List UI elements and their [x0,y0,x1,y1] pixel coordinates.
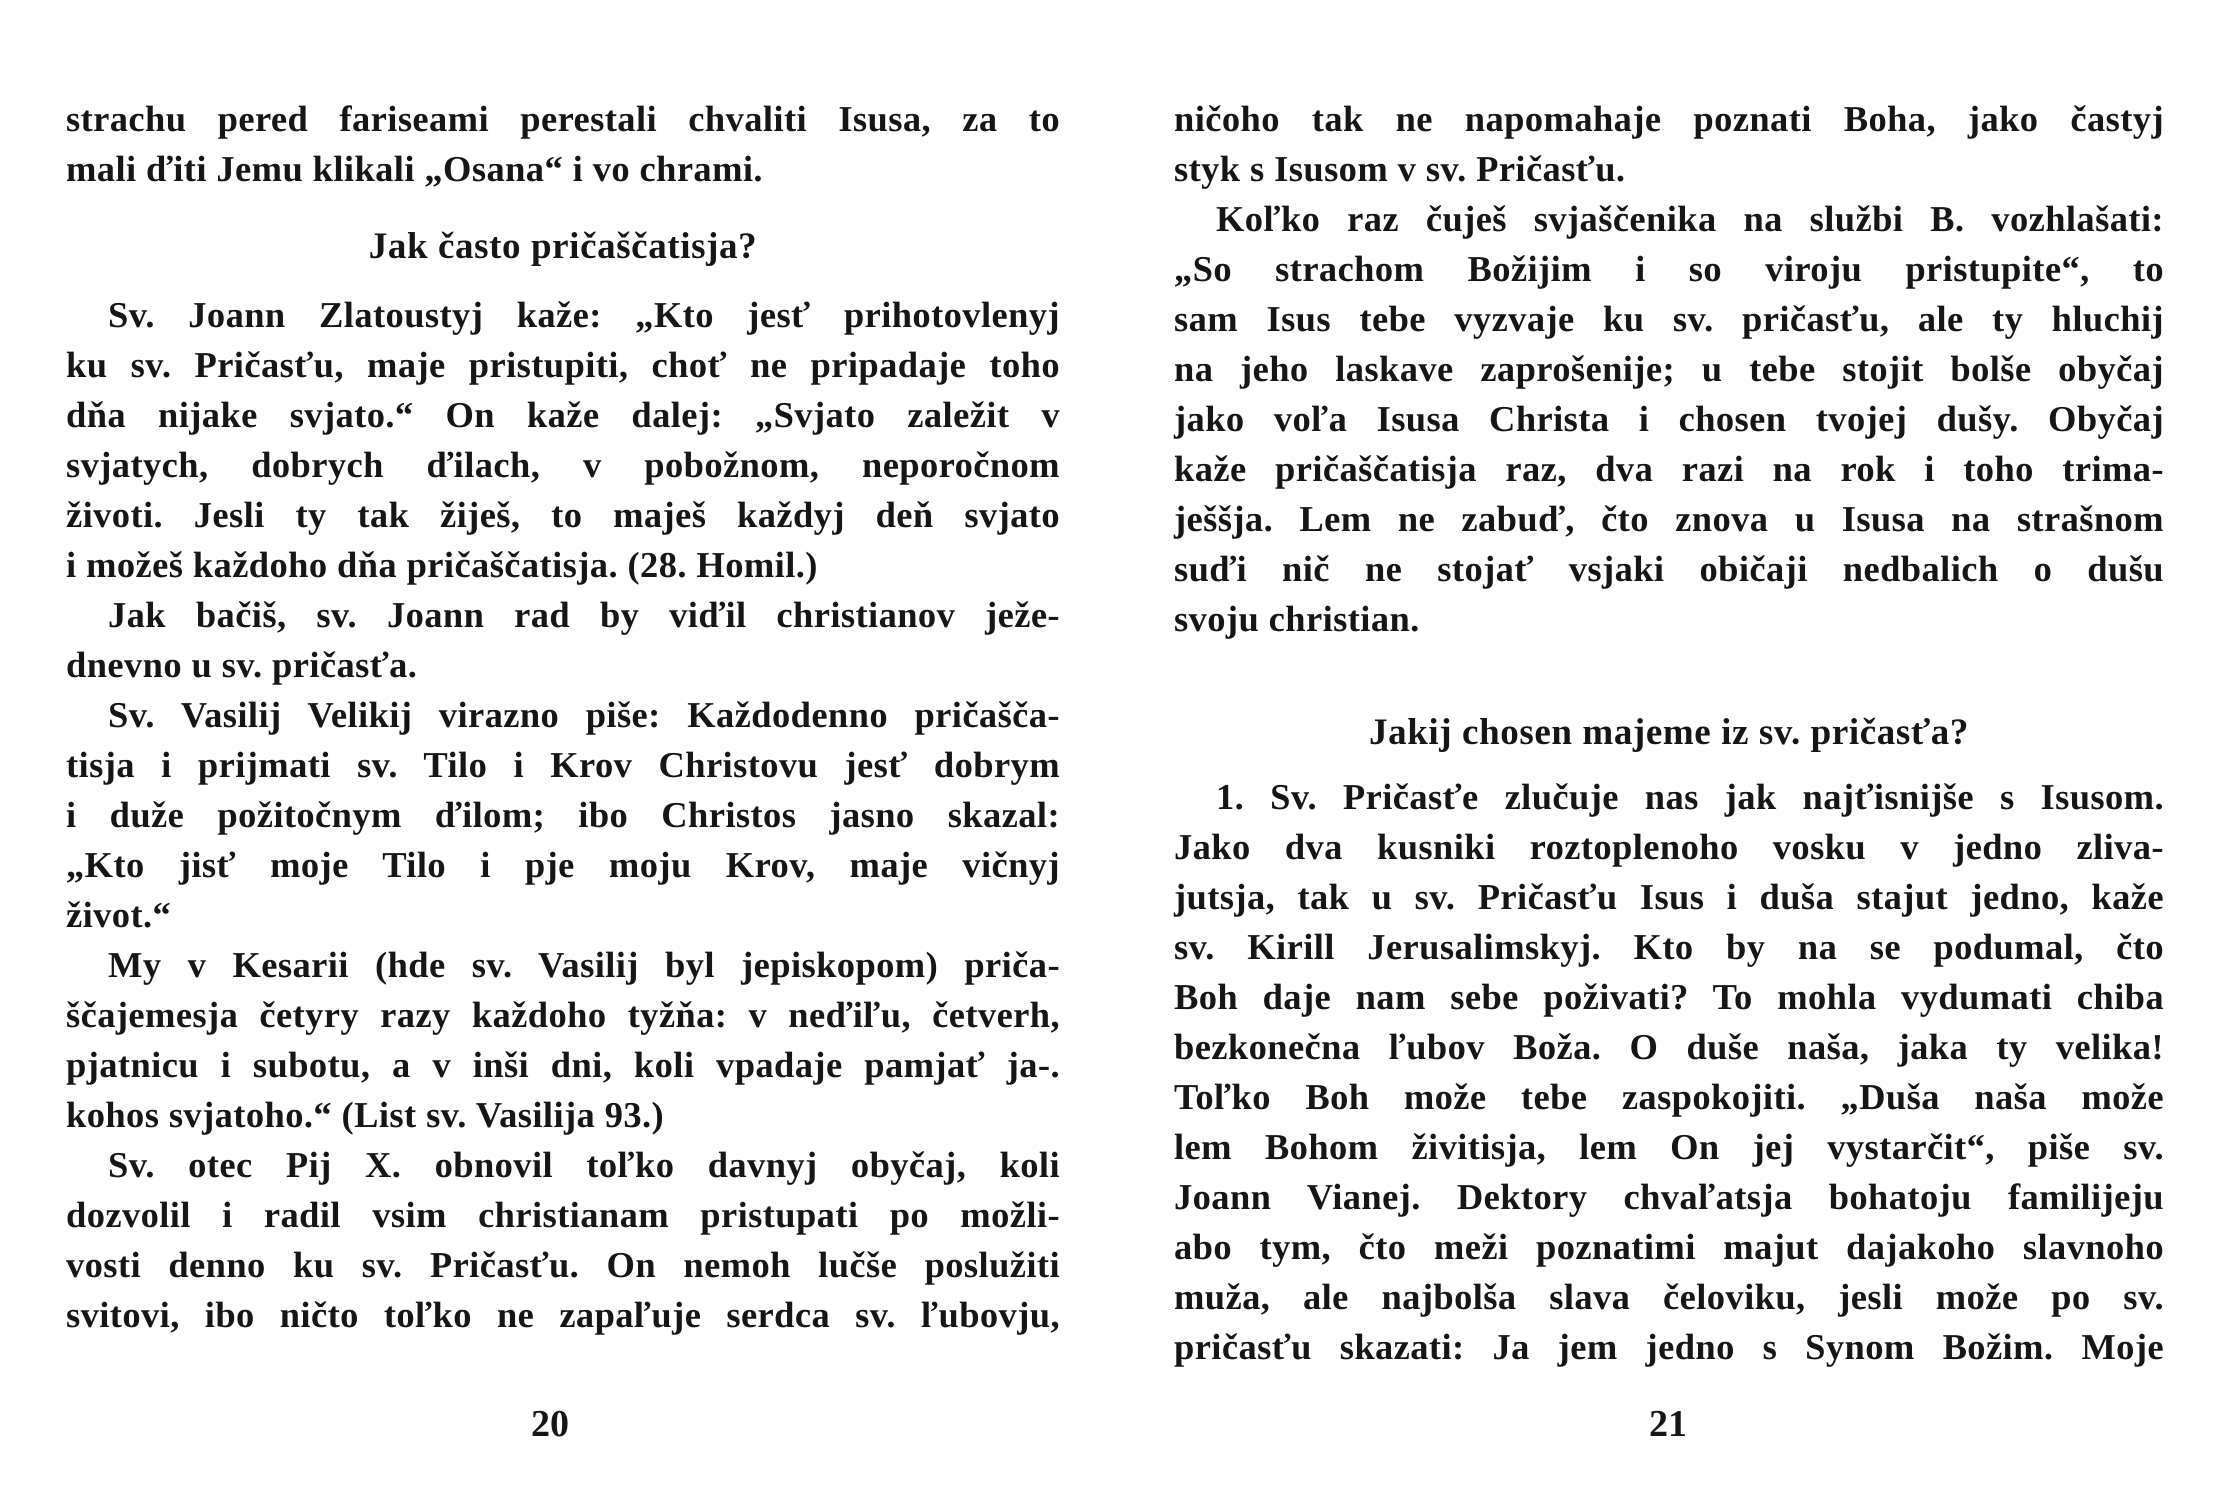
text-line: styk s Isusom v sv. Pričasťu. [1174,148,1626,189]
section-heading: Jak často pričaščatisja? [368,226,758,267]
text-line: Koľko raz čuješ svjaščenika na službi B. vozhlašati: [1216,198,2164,239]
text-line: strachu pered fariseami perestali chvaliti Isusa, za to [66,98,1060,139]
text-line: dňa nijake svjato.“ On kaže dalej: „Svjato zaležit v [66,394,1060,435]
text-line: ješšja. Lem ne zabuď, čto znova u Isusa na strašnom [1174,498,2164,539]
text-line: Boh daje nam sebe poživati? To mohla vydumati chiba [1174,976,2164,1017]
text-line: 1. Sv. Pričasťe zlučuje nas jak najťisnijše s Isusom. [1216,776,2164,817]
text-line: život.“ [66,894,172,935]
text-line: dozvolil i radil vsim christianam pristupati po možli- [66,1194,1060,1235]
left-page [66,94,1060,1340]
text-line: suďi nič ne stojať vsjaki običaji nedbalich o dušu [1174,548,2164,589]
text-line: vosti denno ku sv. Pričasťu. On nemoh lučše poslužiti [66,1244,1060,1285]
text-line: ničoho tak ne napomahaje poznati Boha, jako častyj [1174,98,2164,139]
text-line: pričasťu skazati: Ja jem jedno s Synom Božim. Moje [1174,1326,2164,1367]
right-page [1174,94,2164,1372]
page-number-left: 20 [531,1403,569,1445]
text-line: Sv. Vasilij Velikij virazno piše: Každodenno pričašča- [108,694,1060,735]
text-line: kaže pričaščatisja raz, dva razi na rok i toho trima- [1174,448,2164,489]
text-line: ščajemesja četyry razy každoho tyžňa: v neďiľu, četverh, [66,994,1060,1035]
text-line: Jako dva kusniki roztoplenoho vosku v jedno zliva- [1174,826,2164,867]
text-line: muža, ale najbolša slava čeloviku, jesli može po sv. [1174,1276,2164,1317]
text-line: Sv. Joann Zlatoustyj kaže: „Kto jesť prihotovlenyj [108,294,1060,335]
text-line: Joann Vianej. Dektory chvaľatsja bohatoju familijeju [1174,1176,2164,1217]
text-line: sv. Kirill Jerusalimskyj. Kto by na se podumal, čto [1174,926,2164,967]
text-line: My v Kesarii (hde sv. Vasilij byl jepiskopom) priča- [108,944,1060,985]
text-line: ku sv. Pričasťu, maje pristupiti, choť ne pripadaje toho [66,344,1060,385]
text-line: bezkonečna ľubov Boža. O duše naša, jaka ty velika! [1174,1026,2164,1067]
text-line: jako voľa Isusa Christa i chosen tvojej dušy. Obyčaj [1174,398,2164,439]
section-heading: Jakij chosen majeme iz sv. pričasťa? [1369,712,1969,753]
text-line: Sv. otec Pij X. obnovil toľko davnyj obyčaj, koli [108,1144,1060,1185]
text-line: svitovi, ibo ničto toľko ne zapaľuje serdca sv. ľubovju, [66,1294,1060,1335]
text-line: pjatnicu i subotu, a v inši dni, koli vpadaje pamjať ja-. [66,1044,1060,1085]
text-line: lem Bohom živitisja, lem On jej vystarčit“, piše sv. [1174,1126,2164,1167]
text-line: tisja i prijmati sv. Tilo i Krov Christovu jesť dobrym [66,744,1060,785]
page-number-right: 21 [1649,1403,1687,1445]
text-line: dnevno u sv. pričasťa. [66,644,418,685]
text-line: životi. Jesli ty tak žiješ, to maješ každyj deň svjato [66,494,1060,535]
text-line: mali ďiti Jemu klikali „Osana“ i vo chrami. [66,148,763,189]
text-line: i možeš každoho dňa pričaščatisja. (28. Homil.) [66,544,818,585]
text-line: „Kto jisť moje Tilo i pje moju Krov, maje vičnyj [66,844,1060,885]
text-line: svoju christian. [1174,598,1420,639]
text-line: „So strachom Božijim i so viroju pristupite“, to [1174,248,2164,289]
text-line: kohos svjatoho.“ (List sv. Vasilija 93.) [66,1094,665,1135]
text-line: jutsja, tak u sv. Pričasťu Isus i duša stajut jedno, kaže [1174,876,2164,917]
text-line: svjatych, dobrych ďilach, v pobožnom, neporočnom [66,444,1060,485]
text-line: Jak bačiš, sv. Joann rad by viďil christianov ježe- [108,594,1060,635]
text-line: sam Isus tebe vyzvaje ku sv. pričasťu, ale ty hluchij [1174,298,2164,339]
text-line: na jeho laskave zaprošenije; u tebe stojit bolše obyčaj [1174,348,2164,389]
text-line: Toľko Boh može tebe zaspokojiti. „Duša naša može [1174,1076,2164,1117]
text-line: i duže požitočnym ďilom; ibo Christos jasno skazal: [66,794,1060,835]
text-line: abo tym, čto meži poznatimi majut dajakoho slavnoho [1174,1226,2164,1267]
